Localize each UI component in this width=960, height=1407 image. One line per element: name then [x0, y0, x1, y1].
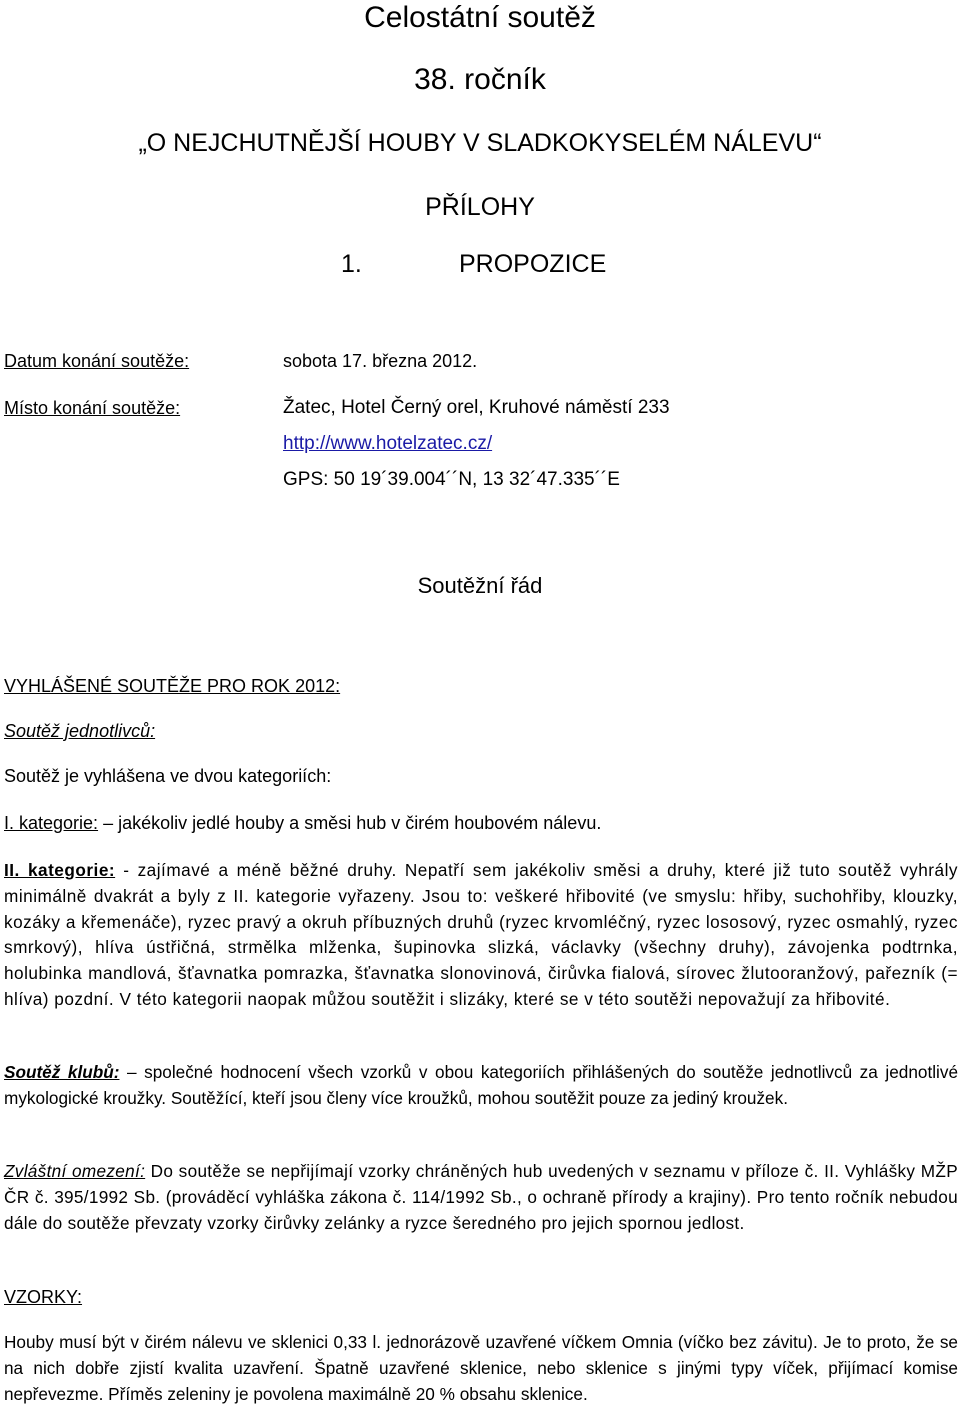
category-one-text: – jakékoliv jedlé houby a směsi hub v čirém houbovém nálevu. [98, 813, 602, 833]
clubs-text: – společné hodnocení všech vzorků v obou kategoriích přihlášených do soutěže jednotlivců za jednotlivé mykologické kroužky. Soutěžící, kteří jsou členy více kroužků, mohou soutěžit pouze za jediný kroužek. [4, 1062, 959, 1108]
page-title: Celostátní soutěž [364, 1, 596, 34]
competition-subtitle [0, 128, 960, 158]
clubs-label: Soutěž klubů: [4, 1062, 120, 1082]
place-value: Žatec, Hotel Černý orel, Kruhové náměstí 233 [283, 397, 670, 418]
gps-coordinates: GPS: 50 19´39.004´´N, 13 32´47.335´´E [283, 469, 620, 490]
date-label: Datum konání soutěže: [4, 351, 190, 371]
hotel-website-link[interactable]: http://www.hotelzatec.cz/ [283, 433, 493, 454]
category-one [4, 812, 601, 834]
restrictions-text: Do soutěže se nepřijímají vzorky chráněných hub uvedených v seznamu v příloze č. II. Vyhlášky MŽP ČR č. 395/1992 Sb. (prováděcí vyhláška zákona č. 114/1992 Sb., o ochraně přírody a krajiny). Pro tento ročník nebudou dále do soutěže převzaty vzorky čirůvky zelánky a ryzce šeredného pro jejich spornou jedlost. [4, 1161, 958, 1233]
samples-paragraph: Houby musí být v čirém nálevu ve sklenici 0,33 l. jednorázově uzavřené víčkem Omnia (víčko bez závitu). Je to proto, že se na nich dobře zjistí kvalita uzavření. Špatně uzavřené sklenice, nebo sklenice s jinými typy víček, přijímací komise nepřevezme. Příměs zeleniny je povolena maximálně 20 % obsahu sklenice. [4, 1332, 958, 1404]
samples-heading: VZORKY: [4, 1287, 83, 1307]
announced-heading: VYHLÁŠENÉ SOUTĚŽE PRO ROK 2012: [4, 676, 341, 696]
category-two-label: II. kategorie: [4, 860, 116, 880]
categories-intro: Soutěž je vyhlášena ve dvou kategoriích: [4, 766, 332, 786]
rules-heading: Soutěžní řád [417, 573, 543, 598]
category-two-text: - zajímavé a méně běžné druhy. Nepatří sem jakékoliv směsi a druhy, které již tuto soutěž vyhrály minimálně dvakrát a byly z II. kategorie vyřazeny. Jsou to: veškeré hřibovité (ve smyslu: hřiby, suchohřiby, klouzky, kozáky a křemenáče), ryzec pravý a okruh příbuzných druhů (ryzec krvomléčný, ryzec lososový, ryzec osmahlý, ryzec smrkový), hlíva ústřičná, strmělka mlženka, šupinovka slizká, václavky (všechny druhy), závojenka podtrnka, holubinka mandlová, šťavnatka pomrazka, šťavnatka slonovinová, čirůvka fialová, sírovec žlutooranžový, pařezník (= hlíva) pozdní. V této kategorii naopak můžou soutěžit i slizáky, které se v této soutěži nepovažují za hřibovité. [4, 860, 958, 1009]
individual-competition-heading: Soutěž jednotlivců: [4, 721, 156, 741]
restrictions-paragraph [4, 1159, 958, 1236]
subtitle-text: „O NEJCHUTNĚJŠÍ HOUBY V SLADKOKYSELÉM NÁLEVU [138, 129, 814, 157]
section-title: PROPOZICE [459, 250, 607, 278]
date-value: sobota 17. března 2012. [283, 351, 478, 371]
edition-year: 38. ročník [414, 63, 546, 96]
clubs-paragraph [4, 1060, 958, 1112]
category-two [4, 858, 958, 1013]
category-one-label: I. kategorie: [4, 813, 99, 833]
section-number: 1. [341, 250, 362, 278]
subtitle-closing-quote: “ [813, 129, 822, 157]
restrictions-label: Zvláštní omezení: [4, 1161, 146, 1181]
attachments-heading: PŘÍLOHY [425, 193, 535, 221]
place-label: Místo konání soutěže: [4, 398, 181, 418]
